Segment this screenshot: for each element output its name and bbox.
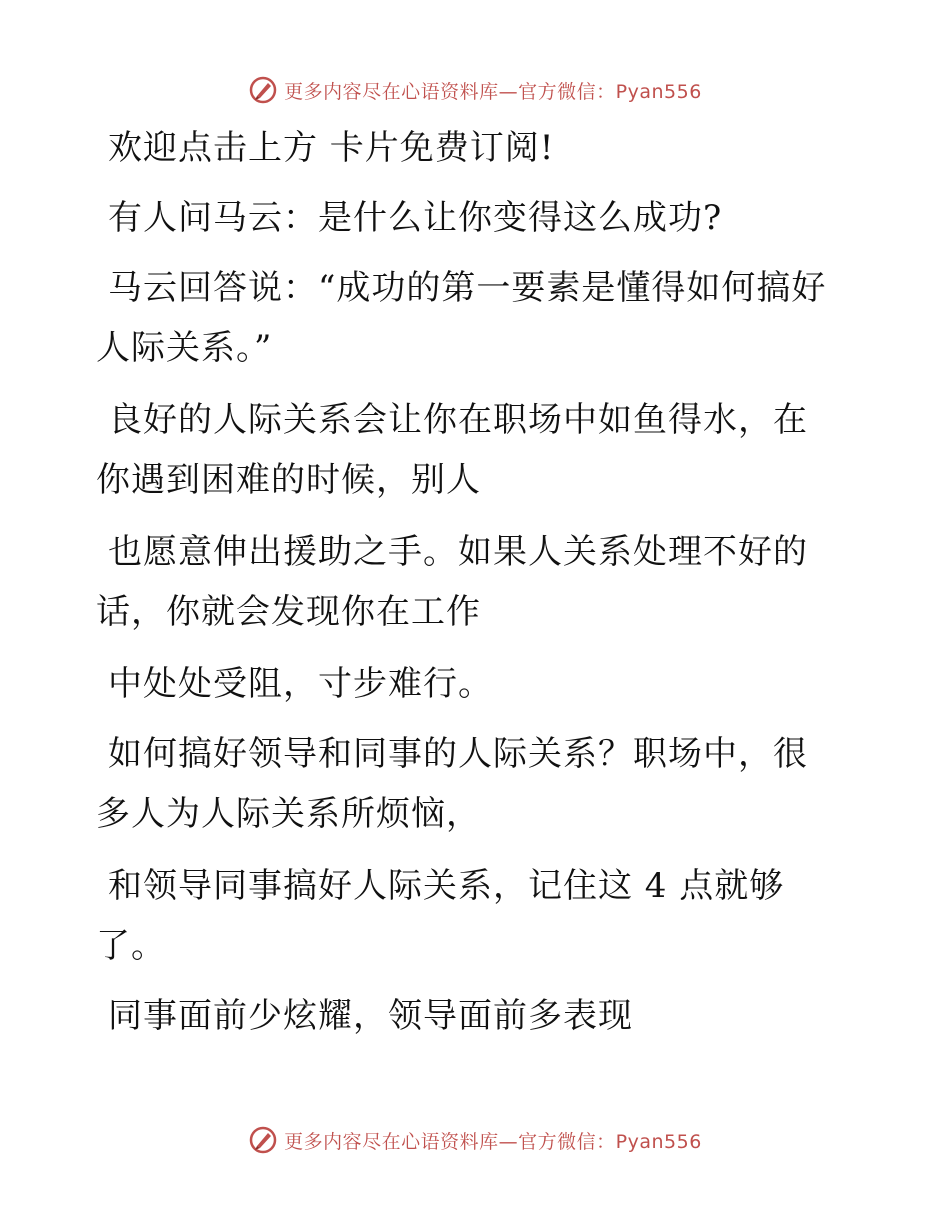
footer-banner <box>0 1120 950 1160</box>
paragraph: 良好的人际关系会让你在职场中如鱼得水，在你遇到困难的时候，别人 <box>96 400 808 500</box>
pen-logo-icon <box>248 75 278 105</box>
paragraph: 有人问马云：是什么让你变得这么成功? <box>108 198 723 238</box>
footer-banner-text: 更多内容尽在心语资料库—官方微信：Pyan556 <box>284 1130 702 1153</box>
paragraph: 也愿意伸出援助之手。如果人关系处理不好的话，你就会发现你在工作 <box>96 532 808 632</box>
section-heading: 同事面前少炫耀，领导面前多表现 <box>108 996 633 1036</box>
header-banner-text: 更多内容尽在心语资料库—官方微信：Pyan556 <box>284 80 702 103</box>
paragraph: 中处处受阻，寸步难行。 <box>108 664 493 704</box>
header-banner <box>0 70 950 110</box>
article-body <box>96 118 836 1056</box>
paragraph: 马云回答说：“成功的第一要素是懂得如何搞好人际关系。” <box>96 268 827 368</box>
paragraph: 欢迎点击上方 卡片免费订阅! <box>108 128 555 168</box>
paragraph: 和领导同事搞好人际关系，记住这 4 点就够了。 <box>96 866 785 966</box>
pen-logo-icon <box>248 1125 278 1155</box>
paragraph: 如何搞好领导和同事的人际关系？职场中，很多人为人际关系所烦恼， <box>96 734 808 834</box>
